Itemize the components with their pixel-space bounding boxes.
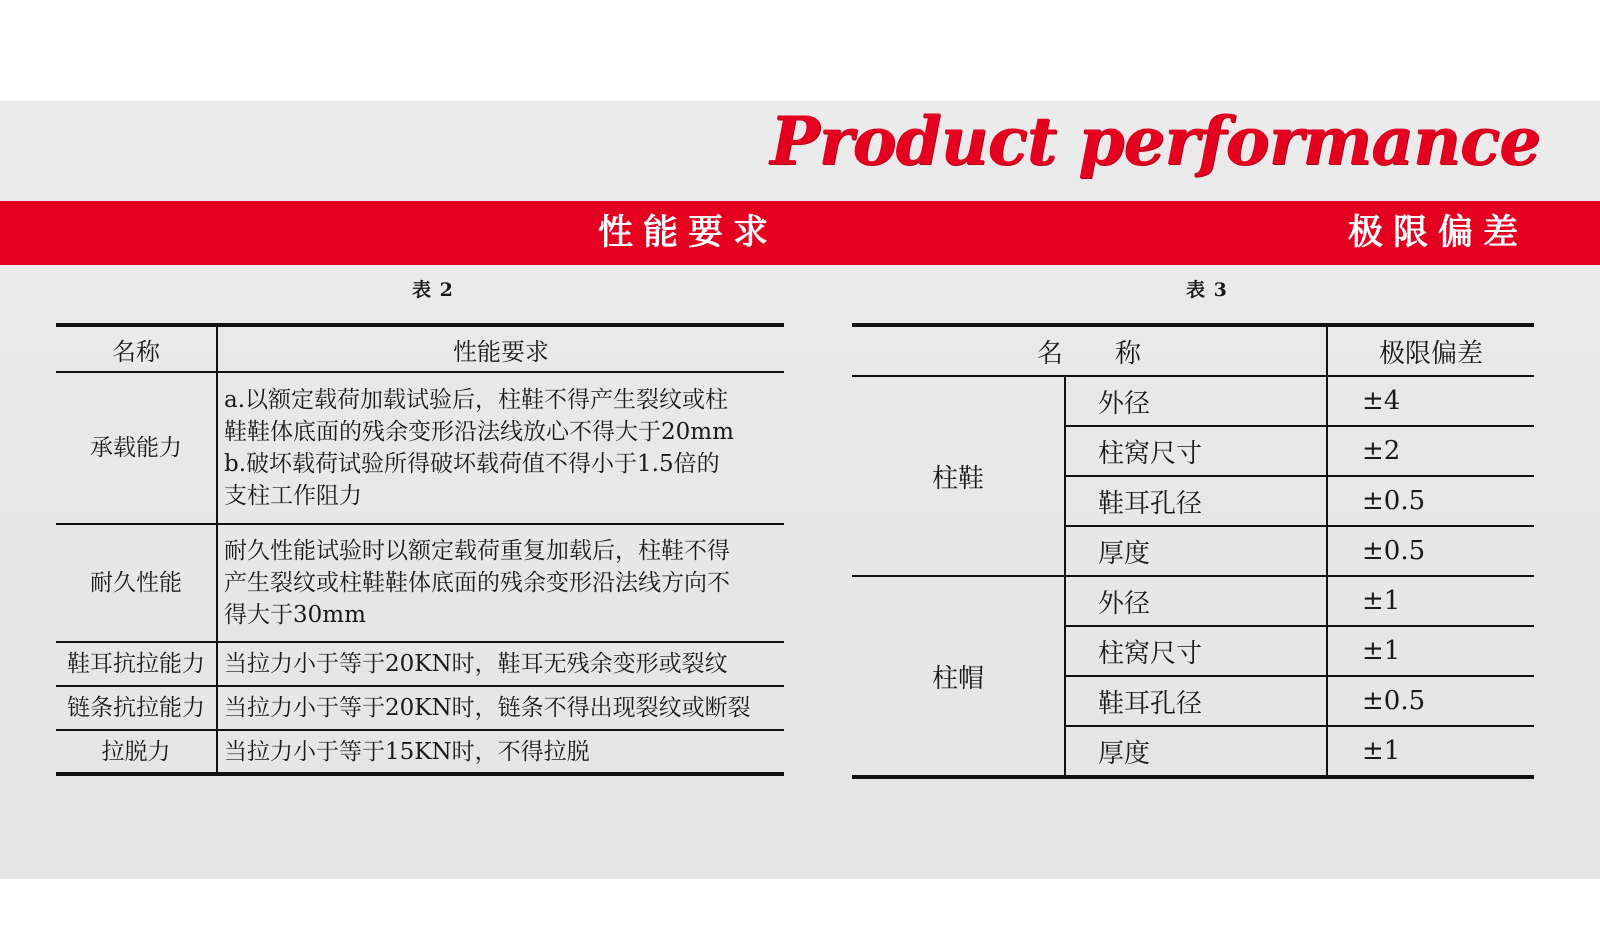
group-name: 柱帽 bbox=[852, 576, 1065, 777]
item-deviation: ±1 bbox=[1327, 626, 1534, 676]
requirement-line: 耐久性能试验时以额定载荷重复加载后，柱鞋不得 bbox=[224, 538, 730, 564]
item-name: 厚度 bbox=[1065, 526, 1327, 576]
requirement-line: a.以额定载荷加载试验后，柱鞋不得产生裂纹或柱 bbox=[224, 387, 729, 413]
item-deviation: ±0.5 bbox=[1327, 526, 1534, 576]
requirement-line: 当拉力小于等于20KN时，鞋耳无残余变形或裂纹 bbox=[224, 651, 728, 677]
table-row bbox=[56, 730, 784, 774]
requirement-line: 产生裂纹或柱鞋鞋体底面的残余变形沿法线方向不 bbox=[224, 570, 730, 596]
column-header-name: 名称 bbox=[56, 325, 217, 372]
table-header-row bbox=[852, 325, 1534, 376]
item-name: 鞋耳孔径 bbox=[1065, 476, 1327, 526]
table-row bbox=[852, 576, 1534, 626]
table-header-row bbox=[56, 325, 784, 372]
row-name: 承载能力 bbox=[56, 372, 217, 524]
item-deviation: ±1 bbox=[1362, 736, 1401, 766]
row-requirement bbox=[217, 642, 784, 686]
limit-deviation-heading: 极限偏差 bbox=[1348, 213, 1529, 253]
performance-table bbox=[56, 323, 784, 776]
item-deviation: ±0.5 bbox=[1327, 476, 1534, 526]
table-row bbox=[852, 376, 1534, 426]
row-requirement bbox=[217, 686, 784, 730]
requirement-line: 鞋鞋体底面的残余变形沿法线放心不得大于20mm bbox=[224, 419, 734, 445]
performance-requirements-heading: 性能要求 bbox=[598, 213, 779, 253]
item-name: 柱窝尺寸 bbox=[1065, 626, 1327, 676]
requirement-line: 当拉力小于等于15KN时，不得拉脱 bbox=[224, 738, 590, 765]
section-header-bar bbox=[0, 201, 1600, 265]
row-requirement bbox=[217, 524, 784, 642]
table-row bbox=[56, 686, 784, 730]
item-deviation: ±2 bbox=[1327, 426, 1534, 476]
table-row bbox=[56, 524, 784, 642]
row-name: 拉脱力 bbox=[56, 730, 217, 774]
row-name: 鞋耳抗拉能力 bbox=[56, 642, 217, 686]
item-name: 外径 bbox=[1065, 376, 1327, 426]
row-name: 耐久性能 bbox=[56, 524, 217, 642]
item-deviation: ±0.5 bbox=[1327, 676, 1534, 726]
column-header-deviation: 极限偏差 bbox=[1327, 325, 1534, 376]
item-name: 鞋耳孔径 bbox=[1065, 676, 1327, 726]
row-requirement bbox=[217, 372, 784, 524]
row-requirement bbox=[217, 730, 784, 774]
requirement-line: b.破坏载荷试验所得破坏载荷值不得小于1.5倍的 bbox=[224, 451, 720, 477]
table-row bbox=[56, 372, 784, 524]
requirement-line: 当拉力小于等于20KN时，链条不得出现裂纹或断裂 bbox=[224, 695, 751, 721]
requirement-line: 支柱工作阻力 bbox=[224, 483, 362, 509]
item-name: 厚度 bbox=[1065, 726, 1327, 777]
table2-caption: 表 2 bbox=[412, 279, 454, 301]
item-name: 外径 bbox=[1065, 576, 1327, 626]
item-name: 柱窝尺寸 bbox=[1065, 426, 1327, 476]
page-title: Product performance bbox=[769, 102, 1540, 180]
item-deviation: ±1 bbox=[1327, 576, 1534, 626]
requirement-line: 得大于30mm bbox=[224, 602, 366, 628]
table3-caption: 表 3 bbox=[1186, 279, 1228, 301]
table-row bbox=[56, 642, 784, 686]
item-deviation: ±4 bbox=[1327, 376, 1534, 426]
row-name: 链条抗拉能力 bbox=[56, 686, 217, 730]
group-name: 柱鞋 bbox=[852, 376, 1065, 576]
column-header-requirement: 性能要求 bbox=[217, 325, 784, 372]
column-header-name: 名 称 bbox=[852, 325, 1327, 376]
deviation-table bbox=[852, 323, 1534, 779]
